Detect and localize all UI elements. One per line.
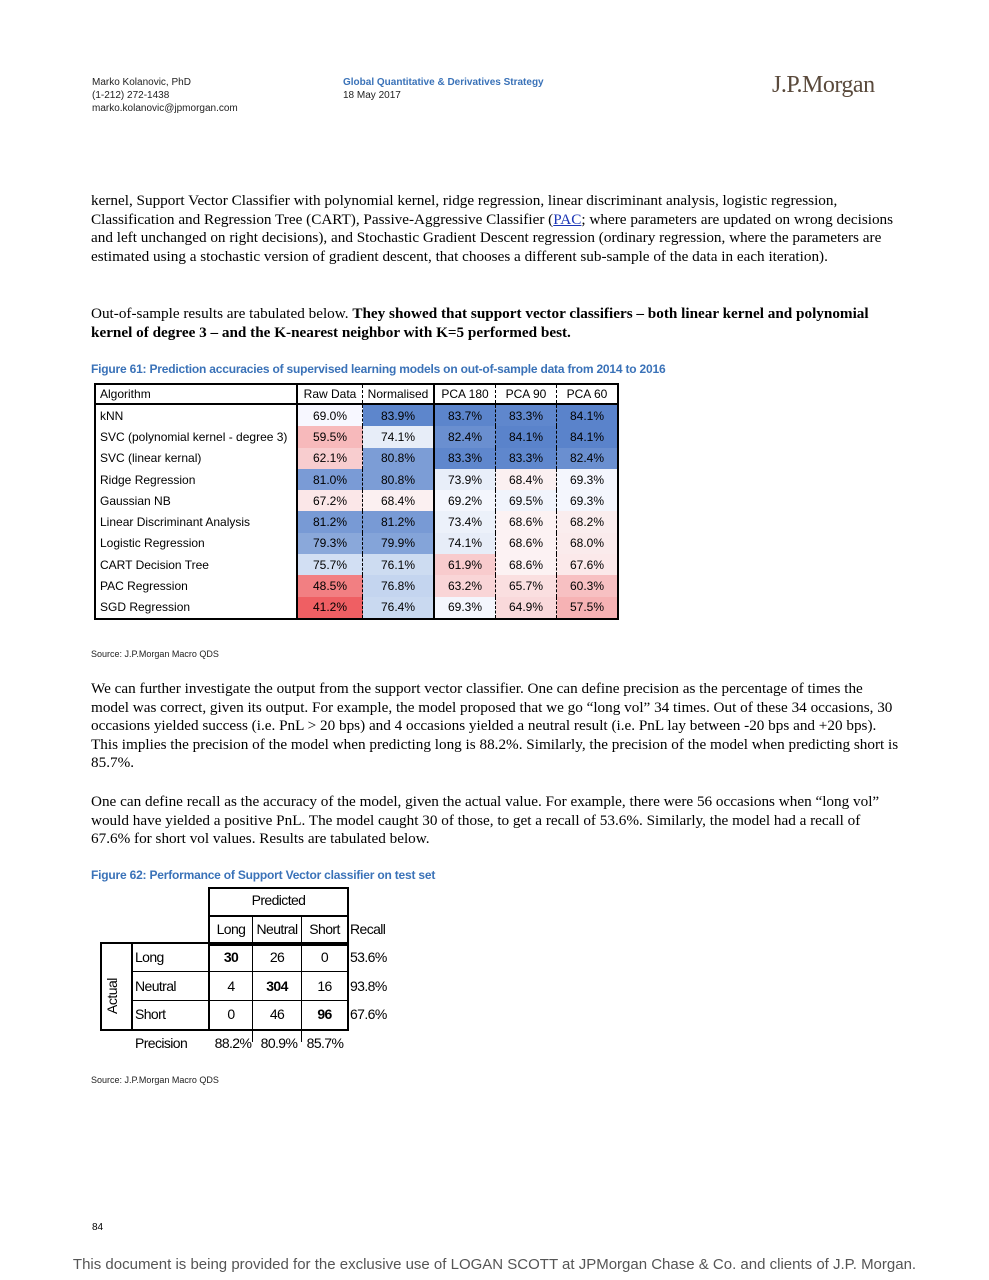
column-header: Raw Data	[297, 384, 363, 404]
column-header: Normalised	[363, 384, 435, 404]
accuracy-cell: 84.1%	[496, 426, 557, 447]
accuracy-cell: 74.1%	[434, 533, 496, 554]
paragraph-text: kernel, Support Vector Classifier with polynomial kernel, ridge regression, linear discriminant analysis, logistic regression, Classification and Regression Tree (CART), Passive-Aggressive Classifier (	[91, 192, 838, 228]
matrix-cell: 0	[320, 949, 329, 965]
accuracy-cell: 68.6%	[496, 511, 557, 532]
table-row	[95, 448, 618, 469]
table-row	[95, 511, 618, 532]
accuracy-cell: 76.8%	[363, 575, 435, 596]
accuracy-cell: 68.6%	[496, 554, 557, 575]
divider	[131, 971, 347, 972]
accuracy-cell: 79.3%	[297, 533, 363, 554]
accuracy-cell: 75.7%	[297, 554, 363, 575]
accuracy-cell: 67.2%	[297, 490, 363, 511]
accuracy-cell: 83.3%	[496, 404, 557, 426]
column-header: PCA 60	[557, 384, 619, 404]
table-row	[95, 490, 618, 511]
accuracy-table	[94, 383, 619, 620]
author-phone: (1-212) 272-1438	[92, 90, 170, 101]
accuracy-cell: 62.1%	[297, 448, 363, 469]
accuracy-cell: 80.8%	[363, 448, 435, 469]
predicted-label: Predicted	[251, 892, 306, 908]
accuracy-cell: 69.3%	[557, 469, 619, 490]
accuracy-cell: 68.6%	[496, 533, 557, 554]
algorithm-name: kNN	[95, 404, 297, 426]
matrix-cell: 304	[266, 978, 288, 994]
matrix-cell: 26	[269, 949, 285, 965]
accuracy-cell: 83.9%	[363, 404, 435, 426]
accuracy-cell: 74.1%	[363, 426, 435, 447]
accuracy-cell: 81.0%	[297, 469, 363, 490]
report-info	[343, 76, 544, 102]
figure-62-title: Figure 62: Performance of Support Vector classifier on test set	[91, 868, 436, 882]
matrix-cell: 46	[269, 1006, 285, 1022]
accuracy-cell: 80.8%	[363, 469, 435, 490]
algorithm-name: PAC Regression	[95, 575, 297, 596]
precision-value: 80.9%	[260, 1035, 298, 1051]
table-row	[95, 426, 618, 447]
accuracy-cell: 48.5%	[297, 575, 363, 596]
accuracy-cell: 82.4%	[557, 448, 619, 469]
matrix-cell: 16	[317, 978, 332, 994]
row-label-neutral: Neutral	[135, 978, 176, 994]
figure-61-title: Figure 61: Prediction accuracies of supervised learning models on out-of-sample data from 2014 to 2016	[91, 362, 666, 376]
table-row	[95, 404, 618, 426]
author-block	[92, 76, 238, 115]
footer-disclaimer: This document is being provided for the exclusive use of LOGAN SCOTT at JPMorgan Chase & Co. and clients of J.P. Morgan.	[72, 1256, 917, 1273]
divider	[131, 942, 133, 1029]
col-header-long: Long	[216, 921, 246, 937]
author-name: Marko Kolanovic, PhD	[92, 77, 191, 88]
matrix-cell: 30	[223, 949, 239, 965]
accuracy-cell: 57.5%	[557, 597, 619, 619]
col-header-neutral: Neutral	[256, 921, 298, 937]
accuracy-cell: 84.1%	[557, 426, 619, 447]
paragraph-precision: We can further investigate the output from the support vector classifier. One can define precision as the percentage of times the model was correct, given its output. For example, the model proposed that we go “long vol” 34 times. Out of these 34 occasions, 30 occasions yielded success (i.e. PnL > 20 bps) and 4 occasions yielded a neutral result (i.e. PnL lay between -20 bps and +20 bps). This implies the precision of the model when predicting long is 88.2%. Similarly, the precision of the model when predicting short is 85.7%.	[91, 680, 899, 772]
table-row	[95, 533, 618, 554]
accuracy-cell: 59.5%	[297, 426, 363, 447]
algorithm-name: SGD Regression	[95, 597, 297, 619]
divider	[131, 1000, 347, 1001]
matrix-cell: 96	[317, 1006, 332, 1022]
accuracy-cell: 83.3%	[496, 448, 557, 469]
paragraph-highlight: They showed that support vector classifiers – both linear kernel and polynomial kernel of degree 3 – and the K-nearest neighbor with K=5 performed best.	[91, 305, 869, 341]
accuracy-cell: 69.3%	[557, 490, 619, 511]
accuracy-cell: 65.7%	[496, 575, 557, 596]
accuracy-cell: 81.2%	[297, 511, 363, 532]
accuracy-cell: 82.4%	[434, 426, 496, 447]
column-header: PCA 90	[496, 384, 557, 404]
accuracy-cell: 79.9%	[363, 533, 435, 554]
author-email: marko.kolanovic@jpmorgan.com	[92, 103, 238, 114]
algorithm-name: Logistic Regression	[95, 533, 297, 554]
accuracy-cell: 41.2%	[297, 597, 363, 619]
accuracy-cell: 83.3%	[434, 448, 496, 469]
accuracy-cell: 81.2%	[363, 511, 435, 532]
paragraph-recall: One can define recall as the accuracy of the model, given the actual value. For example, there were 56 occasions when “long vol” would have yielded a positive PnL. The model caught 30 of those, to get a recall of 53.6%. Similarly, the model had a recall of 67.6% for short vol values. Results are tabulated below.	[91, 793, 880, 848]
algorithm-name: SVC (polynomial kernel - degree 3)	[95, 426, 297, 447]
accuracy-cell: 69.3%	[434, 597, 496, 619]
precision-value: 85.7%	[306, 1035, 344, 1051]
accuracy-cell: 64.9%	[496, 597, 557, 619]
recall-value: 53.6%	[350, 949, 387, 965]
pac-link[interactable]: PAC	[553, 210, 582, 228]
accuracy-cell: 61.9%	[434, 554, 496, 575]
matrix-cell: 4	[227, 978, 235, 994]
figure-62-source: Source: J.P.Morgan Macro QDS	[91, 1075, 219, 1085]
accuracy-cell: 68.4%	[363, 490, 435, 511]
table-row	[95, 554, 618, 575]
matrix-cell: 0	[227, 1006, 235, 1022]
accuracy-cell: 69.2%	[434, 490, 496, 511]
row-label-long: Long	[135, 949, 164, 965]
page-number: 84	[92, 1222, 104, 1233]
row-label-short: Short	[135, 1006, 166, 1022]
algorithm-name: CART Decision Tree	[95, 554, 297, 575]
accuracy-cell: 76.4%	[363, 597, 435, 619]
recall-value: 67.6%	[350, 1006, 387, 1022]
table-row	[95, 597, 618, 619]
recall-value: 93.8%	[350, 978, 387, 994]
algorithm-name: Gaussian NB	[95, 490, 297, 511]
jpmorgan-logo: J.P.Morgan	[772, 72, 875, 98]
accuracy-cell: 84.1%	[557, 404, 619, 426]
recall-header: Recall	[350, 921, 386, 937]
accuracy-cell: 76.1%	[363, 554, 435, 575]
paragraph-text: ; where parameters are updated on wrong decisions and left unchanged on right decisions), and Stochastic Gradient Descent regression (ordinary regression, where the parameters are estimated using a stochastic version of gradient descent, that chooses a different sub-sample of the data in each iteration).	[91, 210, 894, 265]
accuracy-cell: 60.3%	[557, 575, 619, 596]
actual-label: Actual	[104, 978, 120, 1014]
table-row	[95, 469, 618, 490]
col-header-short: Short	[309, 921, 340, 937]
precision-label: Precision	[135, 1035, 188, 1051]
figure-61-source: Source: J.P.Morgan Macro QDS	[91, 649, 219, 659]
accuracy-cell: 63.2%	[434, 575, 496, 596]
report-date: 18 May 2017	[343, 90, 401, 101]
accuracy-cell: 73.4%	[434, 511, 496, 532]
accuracy-cell: 73.9%	[434, 469, 496, 490]
accuracy-cell: 68.2%	[557, 511, 619, 532]
accuracy-cell: 67.6%	[557, 554, 619, 575]
paragraph-text: Out-of-sample results are tabulated below.	[91, 305, 353, 322]
accuracy-cell: 69.5%	[496, 490, 557, 511]
accuracy-cell: 68.0%	[557, 533, 619, 554]
column-header: Algorithm	[95, 384, 297, 404]
strategy-name: Global Quantitative & Derivatives Strategy	[343, 77, 544, 88]
column-header: PCA 180	[434, 384, 496, 404]
table-row	[95, 575, 618, 596]
table-header-row	[95, 384, 618, 404]
paragraph-models	[91, 192, 901, 266]
precision-value: 88.2%	[214, 1035, 252, 1051]
accuracy-cell: 68.4%	[496, 469, 557, 490]
paragraph-results	[91, 305, 901, 342]
algorithm-name: Ridge Regression	[95, 469, 297, 490]
algorithm-name: Linear Discriminant Analysis	[95, 511, 297, 532]
accuracy-cell: 83.7%	[434, 404, 496, 426]
accuracy-cell: 69.0%	[297, 404, 363, 426]
algorithm-name: SVC (linear kernal)	[95, 448, 297, 469]
